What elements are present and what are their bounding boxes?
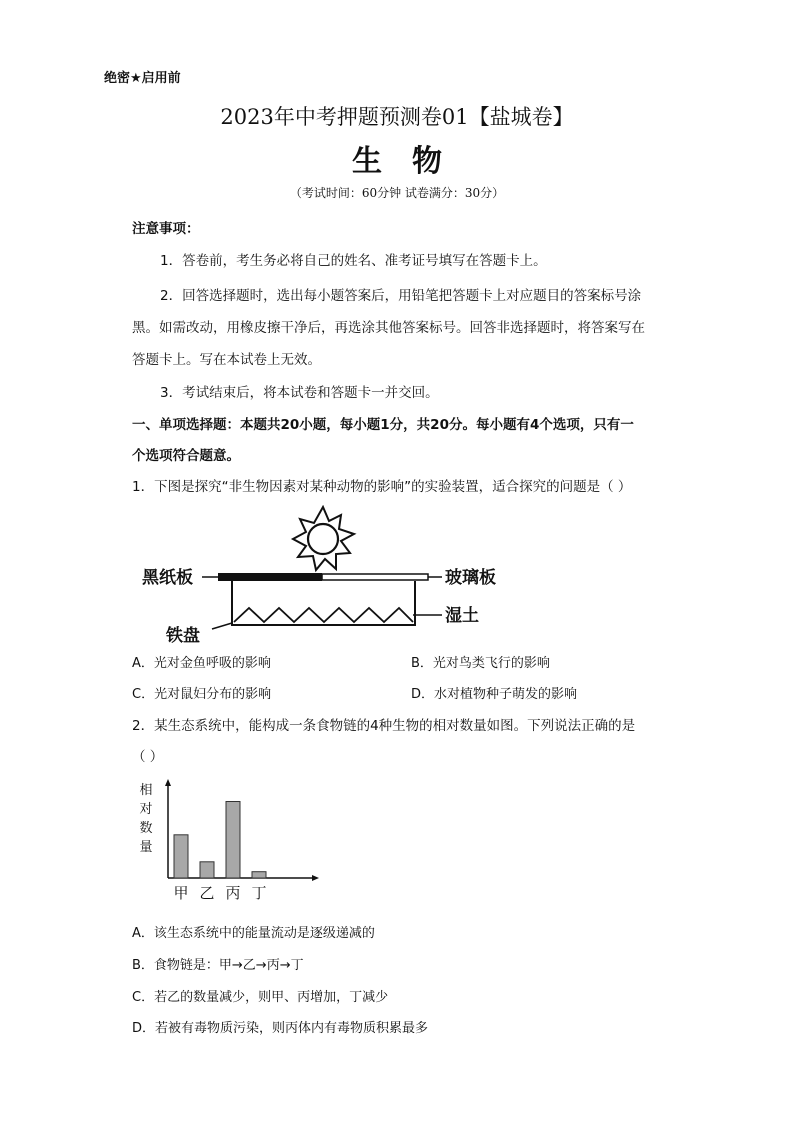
- question-2-stem-line-1: 2．某生态系统中，能构成一条食物链的4种生物的相对数量如图。下列说法正确的是: [132, 718, 636, 734]
- y-axis-label-char: 对: [139, 802, 153, 817]
- y-axis-label: [139, 782, 152, 855]
- iron-tray-leader-line: [212, 623, 232, 629]
- x-tick-label: 乙: [199, 884, 215, 902]
- question-1-option-d[interactable]: D．水对植物种子萌发的影响: [411, 687, 578, 702]
- y-axis-label-char: 量: [139, 840, 153, 855]
- y-axis-label-char: 相: [139, 783, 153, 798]
- notice-item-2-line-2: 黑。如需改动，用橡皮擦干净后，再选涂其他答案标号。回答非选择题时，将答案写在: [132, 320, 645, 336]
- notice-item-2-line-3: 答题卡上。写在本试卷上无效。: [132, 352, 321, 368]
- wet-soil: [234, 608, 413, 622]
- subject-title: 生物: [352, 144, 472, 179]
- label-glass-board: 玻璃板: [445, 568, 496, 588]
- exam-info: （考试时间：60分钟 试卷满分：30分）: [289, 186, 505, 200]
- section-1-heading-line-1: 一、单项选择题：本题共20小题，每小题1分，共20分。每小题有4个选项，只有一: [132, 417, 634, 433]
- bar-1: [174, 835, 188, 878]
- notice-heading: 注意事项：: [132, 221, 200, 237]
- label-black-board: 黑纸板: [142, 568, 193, 588]
- x-tick-label: 甲: [173, 884, 189, 902]
- secret-mark: 绝密★启用前: [104, 71, 181, 86]
- notice-item-3: 3．考试结束后，将本试卷和答题卡一并交回。: [160, 385, 439, 401]
- black-board: [218, 573, 322, 581]
- population-bar-chart: [132, 778, 322, 906]
- label-wet-soil: 湿土: [445, 606, 479, 626]
- notice-item-2-line-1: 2．回答选择题时，选出每小题答案后，用铅笔把答题卡上对应题目的答案标号涂: [160, 288, 642, 304]
- question-1-stem: 1．下图是探究“非生物因素对某种动物的影响”的实验装置，适合探究的问题是（ ）: [132, 479, 632, 495]
- svg-text:相对数量: [139, 782, 152, 855]
- section-1-heading-line-2: 个选项符合题意。: [132, 448, 240, 464]
- question-2-option-c[interactable]: C．若乙的数量减少，则甲、丙增加，丁减少: [132, 990, 389, 1005]
- exam-title: 2023年中考押题预测卷01【盐城卷】: [220, 105, 574, 129]
- question-2-option-b[interactable]: B．食物链是：甲→乙→丙→丁: [132, 958, 304, 973]
- x-axis-arrow: [312, 875, 319, 881]
- glass-board: [322, 574, 428, 580]
- label-iron-tray: 铁盘: [166, 626, 200, 646]
- apparatus-figure: [140, 505, 520, 650]
- y-axis-arrow: [165, 779, 171, 786]
- bar-4: [252, 872, 266, 878]
- question-1-option-c[interactable]: C．光对鼠妇分布的影响: [132, 687, 272, 702]
- question-1-option-b[interactable]: B．光对鸟类飞行的影响: [411, 656, 550, 671]
- question-2-option-a[interactable]: A．该生态系统中的能量流动是逐级递减的: [132, 926, 375, 941]
- bar-3: [226, 802, 240, 879]
- question-2-stem-line-2: （ ）: [132, 749, 164, 765]
- question-2-option-d[interactable]: D．若被有毒物质污染，则丙体内有毒物质积累最多: [132, 1021, 429, 1036]
- y-axis-label-char: 数: [139, 821, 153, 836]
- x-tick-label: 丙: [225, 884, 241, 902]
- question-1-option-a[interactable]: A．光对金鱼呼吸的影响: [132, 656, 271, 671]
- notice-item-1: 1．答卷前，考生务必将自己的姓名、准考证号填写在答题卡上。: [160, 253, 547, 269]
- sun-icon: [293, 507, 354, 570]
- bar-2: [200, 862, 214, 878]
- x-tick-label: 丁: [251, 884, 267, 902]
